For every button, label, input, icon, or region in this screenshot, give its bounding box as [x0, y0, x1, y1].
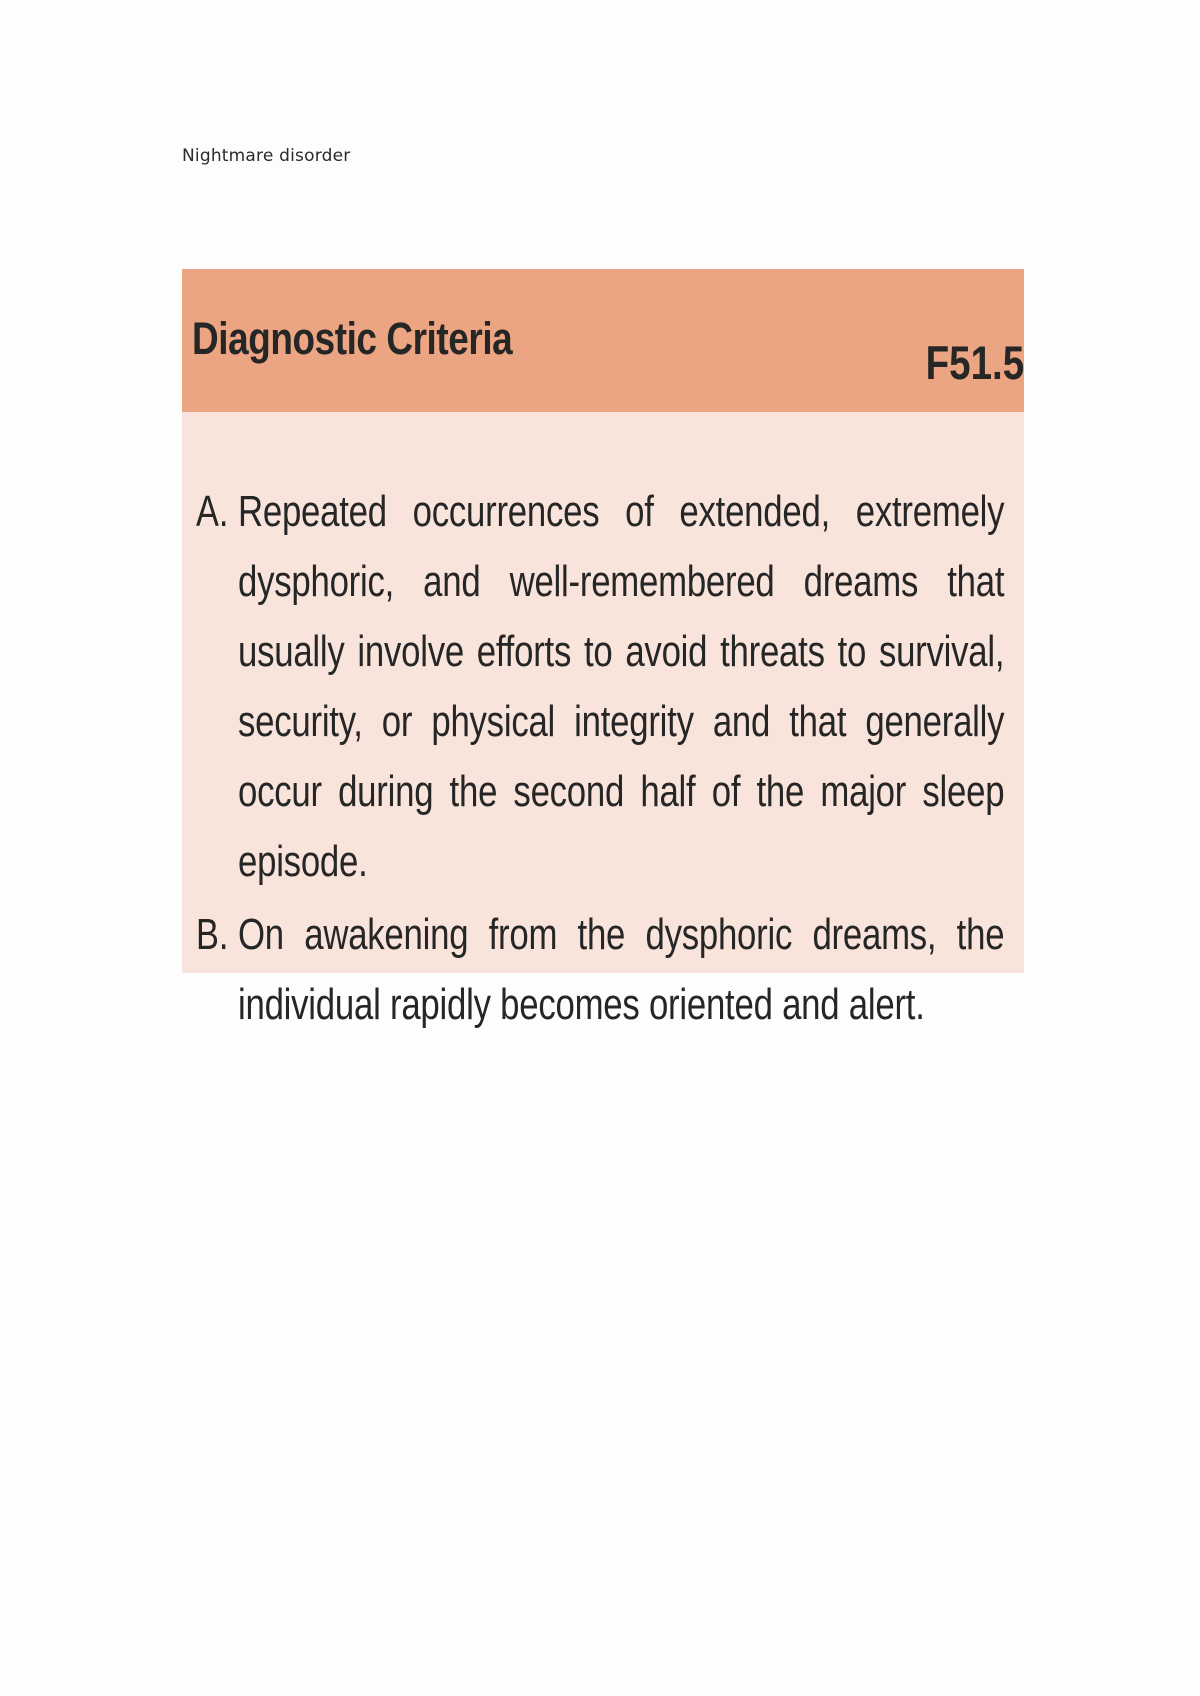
criterion-letter: B.	[196, 910, 229, 959]
criteria-header	[182, 269, 1024, 412]
criterion-text: Repeated occurrences of extended, extremely dysphoric, and well-remembered dreams that usually involve efforts to avoid threats to survival, security, or physical integrity and that generally occur during the second half of the major sleep episode.	[238, 487, 1005, 886]
criterion-text: On awakening from the dysphoric dreams, the individual rapidly becomes oriented and alert.	[238, 910, 1005, 1029]
criteria-title: Diagnostic Criteria	[192, 313, 513, 364]
criteria-list	[196, 477, 1010, 1043]
criteria-code: F51.5	[925, 336, 1024, 389]
criterion-item	[196, 477, 1010, 897]
diagnostic-criteria-box	[182, 269, 1024, 1029]
criterion-item	[196, 900, 1010, 1040]
criterion-letter: A.	[196, 487, 229, 536]
document-heading: Nightmare disorder	[182, 146, 351, 166]
